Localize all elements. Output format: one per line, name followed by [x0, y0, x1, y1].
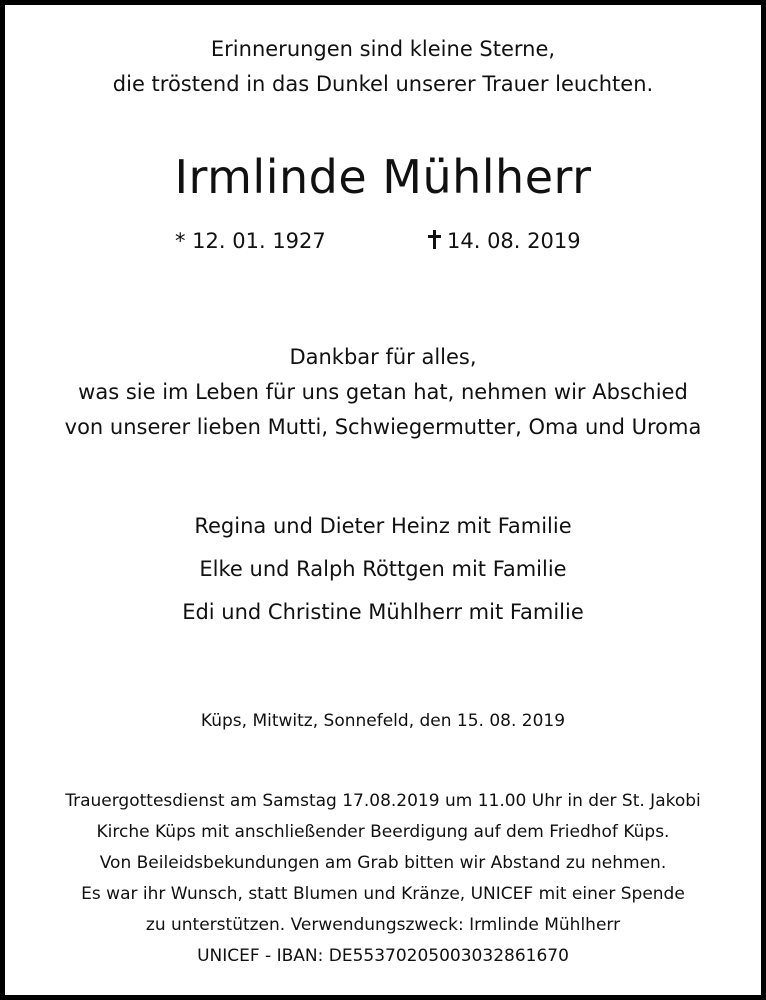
- place-and-date: Küps, Mitwitz, Sonnefeld, den 15. 08. 2019: [200, 711, 566, 731]
- mourners-list: [0, 505, 766, 634]
- service-line: UNICEF - IBAN: DE55370205003032861670: [197, 946, 569, 966]
- mourner-family: Regina und Dieter Heinz mit Familie: [194, 514, 572, 538]
- cross-icon: [428, 230, 442, 249]
- farewell-line: von unserer lieben Mutti, Schwiegermutter, Oma und Uroma: [64, 415, 702, 439]
- birth-date: * 12. 01. 1927: [175, 229, 326, 253]
- motto-line: Erinnerungen sind kleine Sterne,: [210, 37, 556, 61]
- motto-quote: [0, 32, 766, 102]
- death-date: 14. 08. 2019: [447, 229, 581, 253]
- farewell-line: Dankbar für alles,: [289, 345, 477, 369]
- service-line: zu unterstützen. Verwendungszweck: Irmlinde Mühlherr: [145, 915, 621, 935]
- death-date-group: [428, 224, 581, 258]
- farewell-line: was sie im Leben für uns getan hat, nehmen wir Abschied: [78, 380, 688, 404]
- motto-line: die tröstend in das Dunkel unserer Trauer leuchten.: [112, 72, 654, 96]
- mourner-family: Edi und Christine Mühlherr mit Familie: [182, 600, 584, 624]
- service-line: Kirche Küps mit anschließender Beerdigung auf dem Friedhof Küps.: [96, 822, 670, 842]
- service-line: Von Beileidsbekundungen am Grab bitten wir Abstand zu nehmen.: [99, 853, 667, 873]
- deceased-name: Irmlinde Mühlherr: [174, 150, 592, 204]
- service-information: [0, 786, 766, 972]
- service-line: Es war ihr Wunsch, statt Blumen und Kränze, UNICEF mit einer Spende: [81, 884, 685, 904]
- service-line: Trauergottesdienst am Samstag 17.08.2019 um 11.00 Uhr in der St. Jakobi: [65, 791, 701, 811]
- mourner-family: Elke und Ralph Röttgen mit Familie: [199, 557, 567, 581]
- farewell-text: [0, 340, 766, 445]
